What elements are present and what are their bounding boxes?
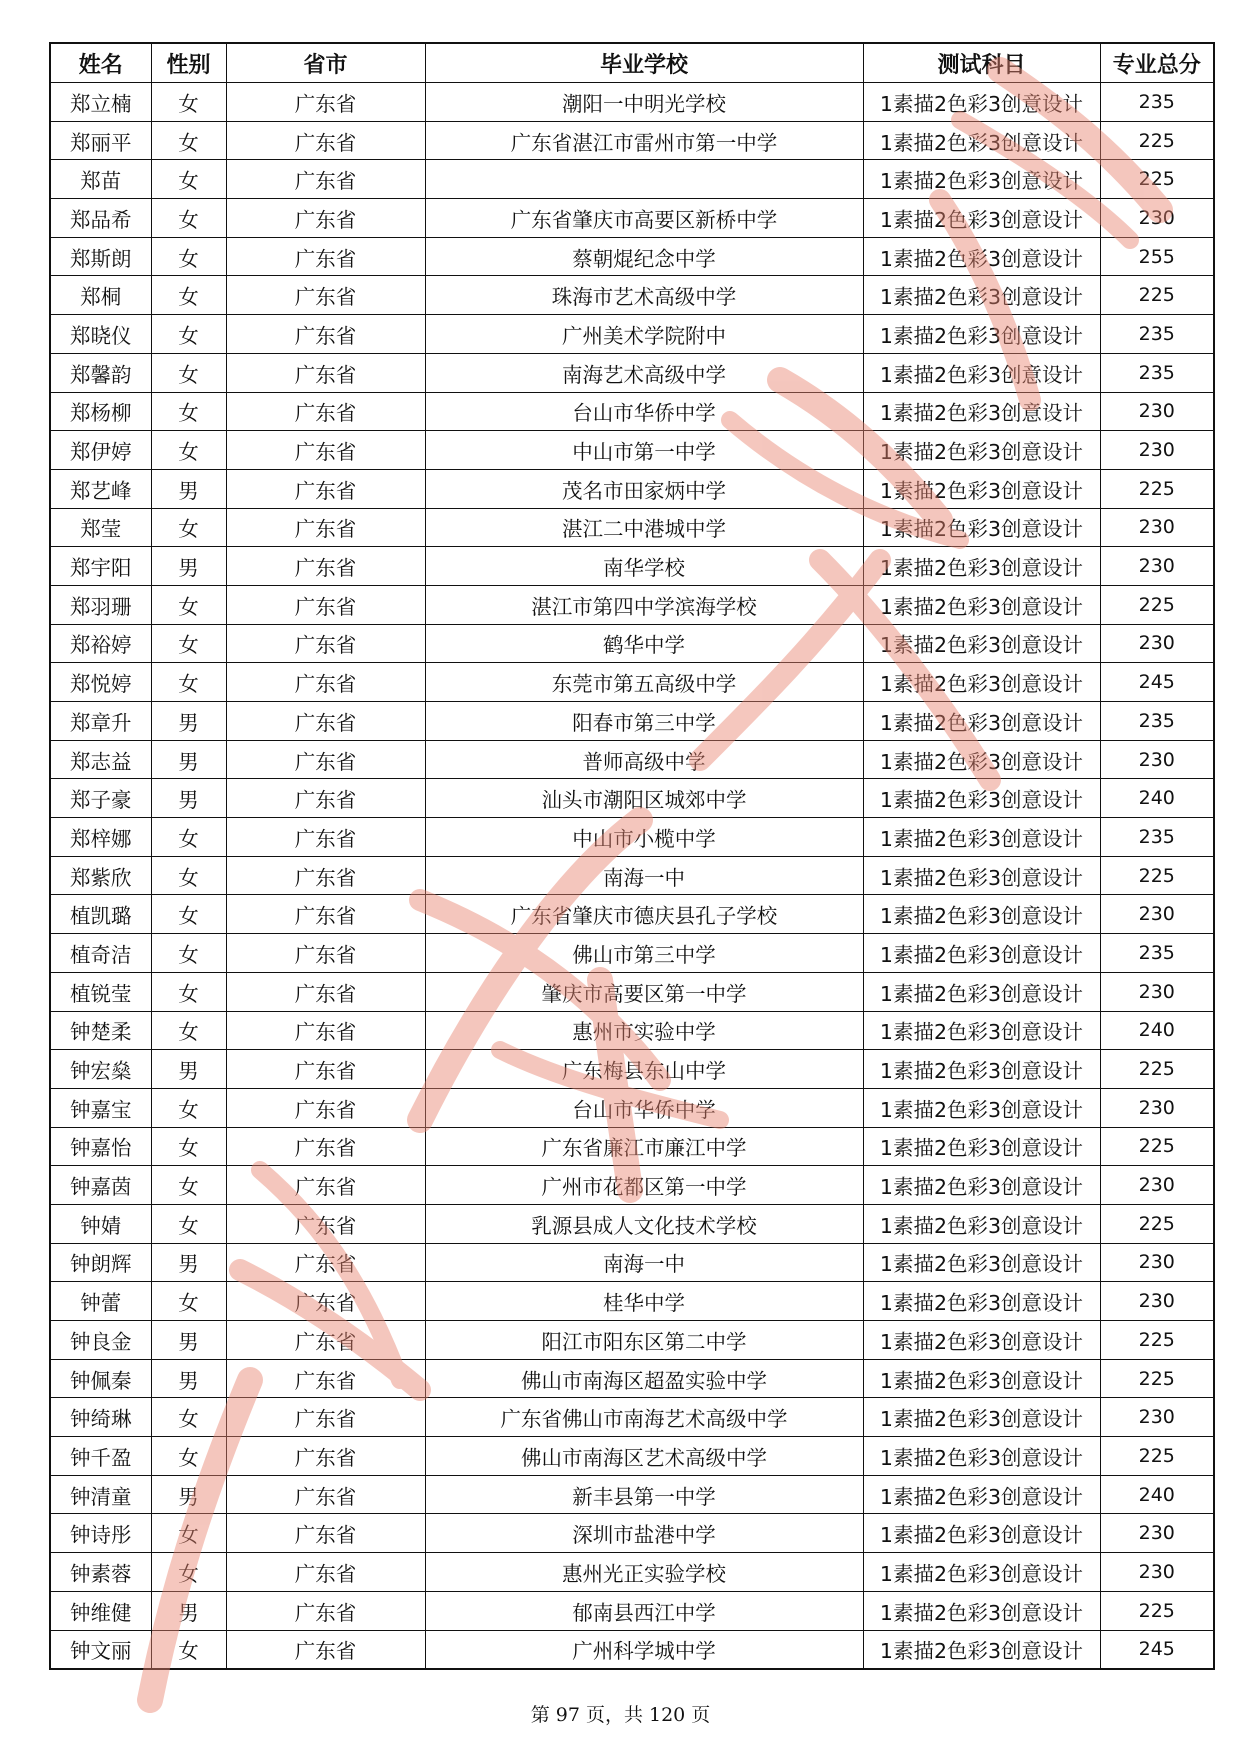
cell-province: 广东省: [226, 1398, 425, 1437]
cell-school: 广东省廉江市廉江中学: [425, 1127, 863, 1166]
cell-gender: 女: [151, 663, 226, 702]
cell-province: 广东省: [226, 431, 425, 470]
table-row: [50, 547, 1214, 586]
cell-subjects: 1素描2色彩3创意设计: [863, 1398, 1100, 1437]
cell-province: 广东省: [226, 1475, 425, 1514]
header-school: 毕业学校: [425, 43, 863, 83]
cell-name: 郑紫欣: [50, 856, 151, 895]
cell-school: 台山市华侨中学: [425, 392, 863, 431]
page-footer: 第 97 页，共 120 页: [530, 1704, 711, 1726]
cell-gender: 女: [151, 160, 226, 199]
cell-subjects: 1素描2色彩3创意设计: [863, 1591, 1100, 1630]
cell-name: 钟嘉茵: [50, 1166, 151, 1205]
cell-name: 钟蕾: [50, 1282, 151, 1321]
cell-name: 郑丽平: [50, 121, 151, 160]
cell-total-score: 225: [1100, 1591, 1214, 1630]
cell-name: 郑馨韵: [50, 353, 151, 392]
cell-name: 钟佩秦: [50, 1359, 151, 1398]
table-row: [50, 702, 1214, 741]
cell-gender: 女: [151, 315, 226, 354]
cell-name: 郑羽珊: [50, 585, 151, 624]
cell-total-score: 225: [1100, 1359, 1214, 1398]
cell-name: 钟宏燊: [50, 1050, 151, 1089]
cell-name: 钟维健: [50, 1591, 151, 1630]
table-row: [50, 1475, 1214, 1514]
table-row: [50, 1050, 1214, 1089]
cell-total-score: 225: [1100, 469, 1214, 508]
cell-school: 佛山市南海区超盈实验中学: [425, 1359, 863, 1398]
cell-name: 钟绮琳: [50, 1398, 151, 1437]
cell-province: 广东省: [226, 934, 425, 973]
cell-subjects: 1素描2色彩3创意设计: [863, 1050, 1100, 1089]
table-row: [50, 121, 1214, 160]
table-row: [50, 160, 1214, 199]
cell-gender: 女: [151, 1011, 226, 1050]
cell-gender: 男: [151, 1321, 226, 1360]
cell-total-score: 225: [1100, 585, 1214, 624]
cell-subjects: 1素描2色彩3创意设计: [863, 972, 1100, 1011]
cell-name: 钟文丽: [50, 1630, 151, 1669]
cell-school: 佛山市南海区艺术高级中学: [425, 1437, 863, 1476]
cell-total-score: 230: [1100, 1514, 1214, 1553]
cell-subjects: 1素描2色彩3创意设计: [863, 818, 1100, 857]
table-row: [50, 934, 1214, 973]
cell-subjects: 1素描2色彩3创意设计: [863, 1475, 1100, 1514]
cell-school: 汕头市潮阳区城郊中学: [425, 779, 863, 818]
cell-name: 郑莹: [50, 508, 151, 547]
cell-total-score: 230: [1100, 508, 1214, 547]
cell-gender: 女: [151, 1088, 226, 1127]
cell-gender: 男: [151, 779, 226, 818]
cell-total-score: 230: [1100, 1243, 1214, 1282]
cell-name: 郑梓娜: [50, 818, 151, 857]
cell-total-score: 245: [1100, 1630, 1214, 1669]
cell-gender: 女: [151, 1166, 226, 1205]
cell-subjects: 1素描2色彩3创意设计: [863, 121, 1100, 160]
cell-school: 普师高级中学: [425, 740, 863, 779]
table-row: [50, 83, 1214, 122]
cell-total-score: 240: [1100, 779, 1214, 818]
cell-subjects: 1素描2色彩3创意设计: [863, 934, 1100, 973]
cell-total-score: 230: [1100, 972, 1214, 1011]
cell-province: 广东省: [226, 199, 425, 238]
table-row: [50, 199, 1214, 238]
table-row: [50, 1166, 1214, 1205]
cell-name: 郑斯朗: [50, 237, 151, 276]
table-row: [50, 431, 1214, 470]
cell-school: 郁南县西江中学: [425, 1591, 863, 1630]
table-row: [50, 1204, 1214, 1243]
cell-total-score: 225: [1100, 160, 1214, 199]
cell-province: 广东省: [226, 740, 425, 779]
cell-province: 广东省: [226, 469, 425, 508]
cell-subjects: 1素描2色彩3创意设计: [863, 702, 1100, 741]
cell-province: 广东省: [226, 121, 425, 160]
cell-name: 郑品希: [50, 199, 151, 238]
cell-total-score: 240: [1100, 1011, 1214, 1050]
cell-subjects: 1素描2色彩3创意设计: [863, 624, 1100, 663]
cell-subjects: 1素描2色彩3创意设计: [863, 1437, 1100, 1476]
table-row: [50, 1321, 1214, 1360]
cell-province: 广东省: [226, 1050, 425, 1089]
cell-school: 深圳市盐港中学: [425, 1514, 863, 1553]
cell-gender: 女: [151, 83, 226, 122]
table-row: [50, 469, 1214, 508]
cell-school: 茂名市田家炳中学: [425, 469, 863, 508]
cell-province: 广东省: [226, 1166, 425, 1205]
cell-school: 珠海市艺术高级中学: [425, 276, 863, 315]
cell-province: 广东省: [226, 1011, 425, 1050]
cell-school: 广州市花都区第一中学: [425, 1166, 863, 1205]
cell-gender: 女: [151, 1437, 226, 1476]
cell-total-score: 235: [1100, 353, 1214, 392]
cell-subjects: 1素描2色彩3创意设计: [863, 237, 1100, 276]
cell-gender: 女: [151, 585, 226, 624]
cell-province: 广东省: [226, 1514, 425, 1553]
cell-school: 广东梅县东山中学: [425, 1050, 863, 1089]
cell-subjects: 1素描2色彩3创意设计: [863, 1243, 1100, 1282]
cell-province: 广东省: [226, 585, 425, 624]
cell-school: 阳春市第三中学: [425, 702, 863, 741]
cell-subjects: 1素描2色彩3创意设计: [863, 585, 1100, 624]
cell-subjects: 1素描2色彩3创意设计: [863, 1011, 1100, 1050]
cell-total-score: 235: [1100, 83, 1214, 122]
header-province: 省市: [226, 43, 425, 83]
cell-school: 台山市华侨中学: [425, 1088, 863, 1127]
cell-province: 广东省: [226, 1282, 425, 1321]
cell-name: 郑裕婷: [50, 624, 151, 663]
cell-subjects: 1素描2色彩3创意设计: [863, 895, 1100, 934]
cell-gender: 女: [151, 1204, 226, 1243]
cell-name: 郑章升: [50, 702, 151, 741]
cell-school: 惠州光正实验学校: [425, 1553, 863, 1592]
cell-subjects: 1素描2色彩3创意设计: [863, 1359, 1100, 1398]
table-row: [50, 856, 1214, 895]
table-row: [50, 895, 1214, 934]
cell-province: 广东省: [226, 972, 425, 1011]
cell-total-score: 230: [1100, 895, 1214, 934]
cell-name: 钟朗辉: [50, 1243, 151, 1282]
cell-name: 钟婧: [50, 1204, 151, 1243]
cell-gender: 女: [151, 508, 226, 547]
cell-name: 郑艺峰: [50, 469, 151, 508]
cell-school: 南海一中: [425, 856, 863, 895]
cell-subjects: 1素描2色彩3创意设计: [863, 779, 1100, 818]
table-row: [50, 740, 1214, 779]
table-row: [50, 1243, 1214, 1282]
cell-total-score: 230: [1100, 1398, 1214, 1437]
cell-school: 南海艺术高级中学: [425, 353, 863, 392]
cell-province: 广东省: [226, 624, 425, 663]
cell-province: 广东省: [226, 276, 425, 315]
cell-province: 广东省: [226, 237, 425, 276]
cell-total-score: 235: [1100, 934, 1214, 973]
cell-province: 广东省: [226, 392, 425, 431]
cell-school: 湛江二中港城中学: [425, 508, 863, 547]
cell-gender: 女: [151, 1127, 226, 1166]
cell-gender: 男: [151, 702, 226, 741]
cell-total-score: 230: [1100, 1282, 1214, 1321]
cell-name: 钟楚柔: [50, 1011, 151, 1050]
cell-gender: 女: [151, 1630, 226, 1669]
cell-subjects: 1素描2色彩3创意设计: [863, 469, 1100, 508]
cell-subjects: 1素描2色彩3创意设计: [863, 1204, 1100, 1243]
cell-school: 广州美术学院附中: [425, 315, 863, 354]
cell-school: 南海一中: [425, 1243, 863, 1282]
cell-total-score: 230: [1100, 1166, 1214, 1205]
header-total-score: 专业总分: [1100, 43, 1214, 83]
cell-province: 广东省: [226, 702, 425, 741]
cell-school: 广东省肇庆市德庆县孔子学校: [425, 895, 863, 934]
cell-school: 佛山市第三中学: [425, 934, 863, 973]
cell-subjects: 1素描2色彩3创意设计: [863, 508, 1100, 547]
table-row: [50, 1127, 1214, 1166]
table-row: [50, 1359, 1214, 1398]
cell-subjects: 1素描2色彩3创意设计: [863, 160, 1100, 199]
cell-gender: 女: [151, 895, 226, 934]
table-row: [50, 1630, 1214, 1669]
table-row: [50, 663, 1214, 702]
header-name: 姓名: [50, 43, 151, 83]
cell-school: 肇庆市高要区第一中学: [425, 972, 863, 1011]
cell-name: 植锐莹: [50, 972, 151, 1011]
cell-gender: 女: [151, 934, 226, 973]
cell-total-score: 230: [1100, 547, 1214, 586]
cell-total-score: 225: [1100, 1204, 1214, 1243]
cell-subjects: 1素描2色彩3创意设计: [863, 1553, 1100, 1592]
table-row: [50, 1514, 1214, 1553]
cell-total-score: 230: [1100, 392, 1214, 431]
table-row: [50, 315, 1214, 354]
cell-school: 惠州市实验中学: [425, 1011, 863, 1050]
cell-subjects: 1素描2色彩3创意设计: [863, 1630, 1100, 1669]
table-row: [50, 392, 1214, 431]
cell-province: 广东省: [226, 1204, 425, 1243]
cell-total-score: 230: [1100, 624, 1214, 663]
cell-name: 郑宇阳: [50, 547, 151, 586]
cell-province: 广东省: [226, 1359, 425, 1398]
cell-total-score: 245: [1100, 663, 1214, 702]
cell-name: 钟千盈: [50, 1437, 151, 1476]
cell-gender: 男: [151, 1475, 226, 1514]
table-row: [50, 276, 1214, 315]
table-row: [50, 508, 1214, 547]
cell-gender: 男: [151, 1359, 226, 1398]
cell-school: 中山市小榄中学: [425, 818, 863, 857]
cell-total-score: 225: [1100, 856, 1214, 895]
cell-school: 广东省佛山市南海艺术高级中学: [425, 1398, 863, 1437]
cell-total-score: 230: [1100, 740, 1214, 779]
cell-gender: 男: [151, 1243, 226, 1282]
cell-gender: 女: [151, 624, 226, 663]
cell-name: 郑悦婷: [50, 663, 151, 702]
table-row: [50, 1553, 1214, 1592]
cell-subjects: 1素描2色彩3创意设计: [863, 1321, 1100, 1360]
cell-gender: 女: [151, 1514, 226, 1553]
cell-total-score: 225: [1100, 121, 1214, 160]
table-row: [50, 818, 1214, 857]
cell-total-score: 230: [1100, 431, 1214, 470]
cell-subjects: 1素描2色彩3创意设计: [863, 740, 1100, 779]
cell-school: 东莞市第五高级中学: [425, 663, 863, 702]
cell-province: 广东省: [226, 160, 425, 199]
cell-province: 广东省: [226, 1437, 425, 1476]
cell-school: 中山市第一中学: [425, 431, 863, 470]
cell-province: 广东省: [226, 353, 425, 392]
table-body: [50, 83, 1214, 1670]
cell-total-score: 230: [1100, 199, 1214, 238]
cell-total-score: 255: [1100, 237, 1214, 276]
cell-name: 钟清童: [50, 1475, 151, 1514]
cell-gender: 女: [151, 276, 226, 315]
cell-name: 郑杨柳: [50, 392, 151, 431]
cell-province: 广东省: [226, 895, 425, 934]
cell-subjects: 1素描2色彩3创意设计: [863, 1166, 1100, 1205]
cell-gender: 男: [151, 547, 226, 586]
cell-school: 广州科学城中学: [425, 1630, 863, 1669]
table-row: [50, 1282, 1214, 1321]
cell-total-score: 240: [1100, 1475, 1214, 1514]
cell-province: 广东省: [226, 1321, 425, 1360]
cell-name: 钟素蓉: [50, 1553, 151, 1592]
cell-name: 钟良金: [50, 1321, 151, 1360]
cell-gender: 女: [151, 1398, 226, 1437]
cell-total-score: 225: [1100, 1437, 1214, 1476]
cell-total-score: 225: [1100, 1050, 1214, 1089]
score-table: [49, 42, 1215, 1670]
cell-name: 郑志益: [50, 740, 151, 779]
header-subjects: 测试科目: [863, 43, 1100, 83]
table-row: [50, 1437, 1214, 1476]
header-gender: 性别: [151, 43, 226, 83]
cell-subjects: 1素描2色彩3创意设计: [863, 1088, 1100, 1127]
cell-province: 广东省: [226, 547, 425, 586]
cell-subjects: 1素描2色彩3创意设计: [863, 856, 1100, 895]
cell-gender: 男: [151, 1591, 226, 1630]
cell-name: 郑苗: [50, 160, 151, 199]
cell-gender: 女: [151, 237, 226, 276]
cell-subjects: 1素描2色彩3创意设计: [863, 392, 1100, 431]
cell-subjects: 1素描2色彩3创意设计: [863, 276, 1100, 315]
cell-name: 郑立楠: [50, 83, 151, 122]
cell-total-score: 235: [1100, 315, 1214, 354]
cell-name: 钟嘉宝: [50, 1088, 151, 1127]
cell-name: 郑晓仪: [50, 315, 151, 354]
cell-gender: 女: [151, 353, 226, 392]
cell-total-score: 235: [1100, 818, 1214, 857]
cell-subjects: 1素描2色彩3创意设计: [863, 663, 1100, 702]
cell-total-score: 225: [1100, 276, 1214, 315]
cell-total-score: 235: [1100, 702, 1214, 741]
table-row: [50, 779, 1214, 818]
table-row: [50, 585, 1214, 624]
cell-subjects: 1素描2色彩3创意设计: [863, 353, 1100, 392]
cell-total-score: 225: [1100, 1127, 1214, 1166]
cell-name: 郑子豪: [50, 779, 151, 818]
cell-province: 广东省: [226, 83, 425, 122]
cell-total-score: 230: [1100, 1088, 1214, 1127]
cell-subjects: 1素描2色彩3创意设计: [863, 431, 1100, 470]
cell-name: 钟嘉怡: [50, 1127, 151, 1166]
cell-gender: 女: [151, 1282, 226, 1321]
cell-gender: 女: [151, 392, 226, 431]
cell-province: 广东省: [226, 779, 425, 818]
cell-school: 桂华中学: [425, 1282, 863, 1321]
cell-total-score: 225: [1100, 1321, 1214, 1360]
cell-gender: 男: [151, 1050, 226, 1089]
cell-gender: 男: [151, 740, 226, 779]
cell-subjects: 1素描2色彩3创意设计: [863, 315, 1100, 354]
cell-school: 广东省肇庆市高要区新桥中学: [425, 199, 863, 238]
cell-province: 广东省: [226, 818, 425, 857]
cell-name: 郑桐: [50, 276, 151, 315]
cell-name: 郑伊婷: [50, 431, 151, 470]
table-row: [50, 237, 1214, 276]
cell-gender: 女: [151, 121, 226, 160]
cell-province: 广东省: [226, 1591, 425, 1630]
cell-school: 广东省湛江市雷州市第一中学: [425, 121, 863, 160]
cell-province: 广东省: [226, 508, 425, 547]
cell-province: 广东省: [226, 1243, 425, 1282]
cell-province: 广东省: [226, 315, 425, 354]
cell-school: 鹤华中学: [425, 624, 863, 663]
cell-gender: 男: [151, 469, 226, 508]
cell-province: 广东省: [226, 663, 425, 702]
cell-subjects: 1素描2色彩3创意设计: [863, 199, 1100, 238]
cell-subjects: 1素描2色彩3创意设计: [863, 1514, 1100, 1553]
cell-province: 广东省: [226, 1088, 425, 1127]
cell-subjects: 1素描2色彩3创意设计: [863, 83, 1100, 122]
table-row: [50, 1591, 1214, 1630]
cell-school: [425, 160, 863, 199]
cell-gender: 女: [151, 856, 226, 895]
cell-total-score: 230: [1100, 1553, 1214, 1592]
cell-province: 广东省: [226, 1553, 425, 1592]
cell-province: 广东省: [226, 1127, 425, 1166]
table-header-row: [50, 43, 1214, 83]
cell-school: 蔡朝焜纪念中学: [425, 237, 863, 276]
cell-subjects: 1素描2色彩3创意设计: [863, 1282, 1100, 1321]
cell-school: 乳源县成人文化技术学校: [425, 1204, 863, 1243]
cell-subjects: 1素描2色彩3创意设计: [863, 1127, 1100, 1166]
cell-province: 广东省: [226, 1630, 425, 1669]
table-row: [50, 353, 1214, 392]
cell-subjects: 1素描2色彩3创意设计: [863, 547, 1100, 586]
cell-school: 阳江市阳东区第二中学: [425, 1321, 863, 1360]
cell-name: 植奇洁: [50, 934, 151, 973]
table-row: [50, 624, 1214, 663]
table-row: [50, 1088, 1214, 1127]
cell-name: 钟诗彤: [50, 1514, 151, 1553]
cell-school: 潮阳一中明光学校: [425, 83, 863, 122]
cell-school: 南华学校: [425, 547, 863, 586]
cell-gender: 女: [151, 431, 226, 470]
cell-gender: 女: [151, 1553, 226, 1592]
cell-name: 植凯璐: [50, 895, 151, 934]
table-row: [50, 1398, 1214, 1437]
table-row: [50, 1011, 1214, 1050]
cell-gender: 女: [151, 199, 226, 238]
cell-gender: 女: [151, 972, 226, 1011]
cell-province: 广东省: [226, 856, 425, 895]
cell-gender: 女: [151, 818, 226, 857]
cell-school: 湛江市第四中学滨海学校: [425, 585, 863, 624]
table-row: [50, 972, 1214, 1011]
cell-school: 新丰县第一中学: [425, 1475, 863, 1514]
